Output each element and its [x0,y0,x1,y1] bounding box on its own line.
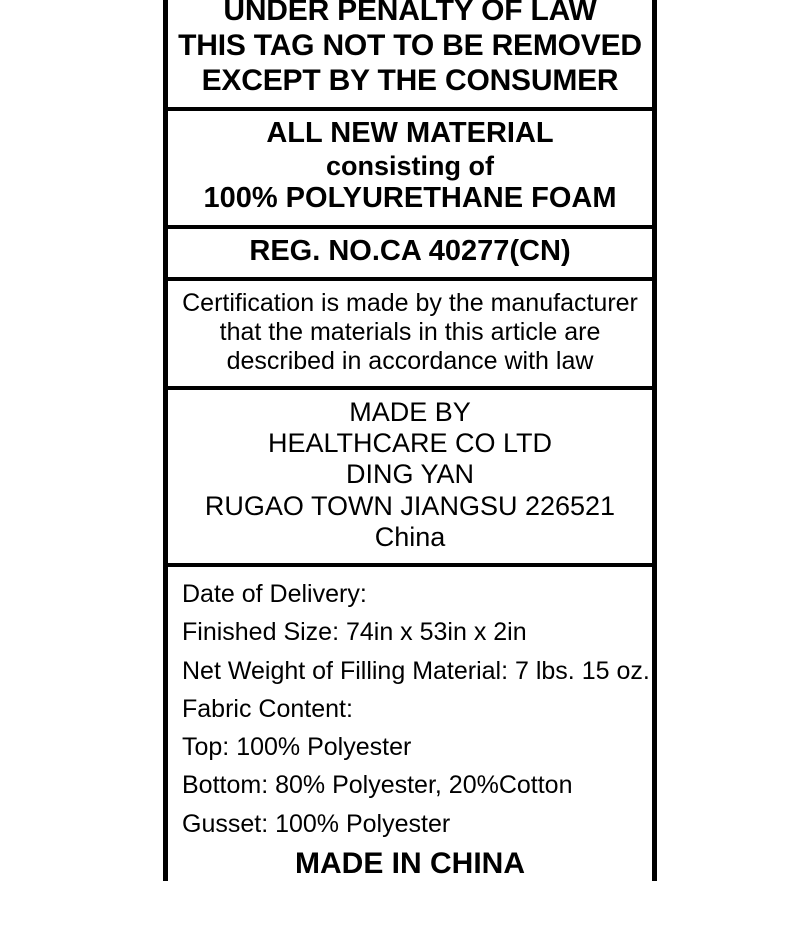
manufacturer-country: China [374,521,446,552]
material-consisting-of: consisting of [326,151,494,182]
certification-line-2: that the materials in this article are [219,317,601,346]
certification-statement-section [168,281,652,390]
material-heading: ALL NEW MATERIAL [266,117,554,150]
fabric-gusset: Gusset: 100% Polyester [182,809,451,838]
finished-size: Finished Size: 74in x 53in x 2in [182,618,527,647]
made-by-heading: MADE BY [349,396,471,427]
manufacturer-contact: DING YAN [345,459,475,490]
penalty-line-3: EXCEPT BY THE CONSUMER [201,63,619,97]
manufacturer-name: HEALTHCARE CO LTD [267,427,553,458]
made-in-china-footer: MADE IN CHINA [295,846,525,880]
material-content-section [168,111,652,229]
registration-number: REG. NO.CA 40277(CN) [249,234,571,267]
penalty-line-2: THIS TAG NOT TO BE REMOVED [178,28,642,62]
registration-number-section [168,229,652,281]
date-of-delivery: Date of Delivery: [182,580,367,609]
manufacturer-address: RUGAO TOWN JIANGSU 226521 [204,490,616,521]
product-details-section [168,567,652,881]
fabric-top: Top: 100% Polyester [182,733,412,762]
certification-line-1: Certification is made by the manufacturer [182,288,638,317]
certification-line-3: described in accordance with law [226,346,594,375]
manufacturer-section [168,390,652,568]
net-weight-filling: Net Weight of Filling Material: 7 lbs. 15 oz. [182,656,650,685]
fabric-content-heading: Fabric Content: [182,694,353,723]
penalty-of-law-section [168,0,652,111]
material-composition: 100% POLYURETHANE FOAM [203,182,617,215]
law-label-tag [163,0,657,881]
penalty-line-1: UNDER PENALTY OF LAW [223,0,597,27]
fabric-bottom: Bottom: 80% Polyester, 20%Cotton [182,771,573,800]
